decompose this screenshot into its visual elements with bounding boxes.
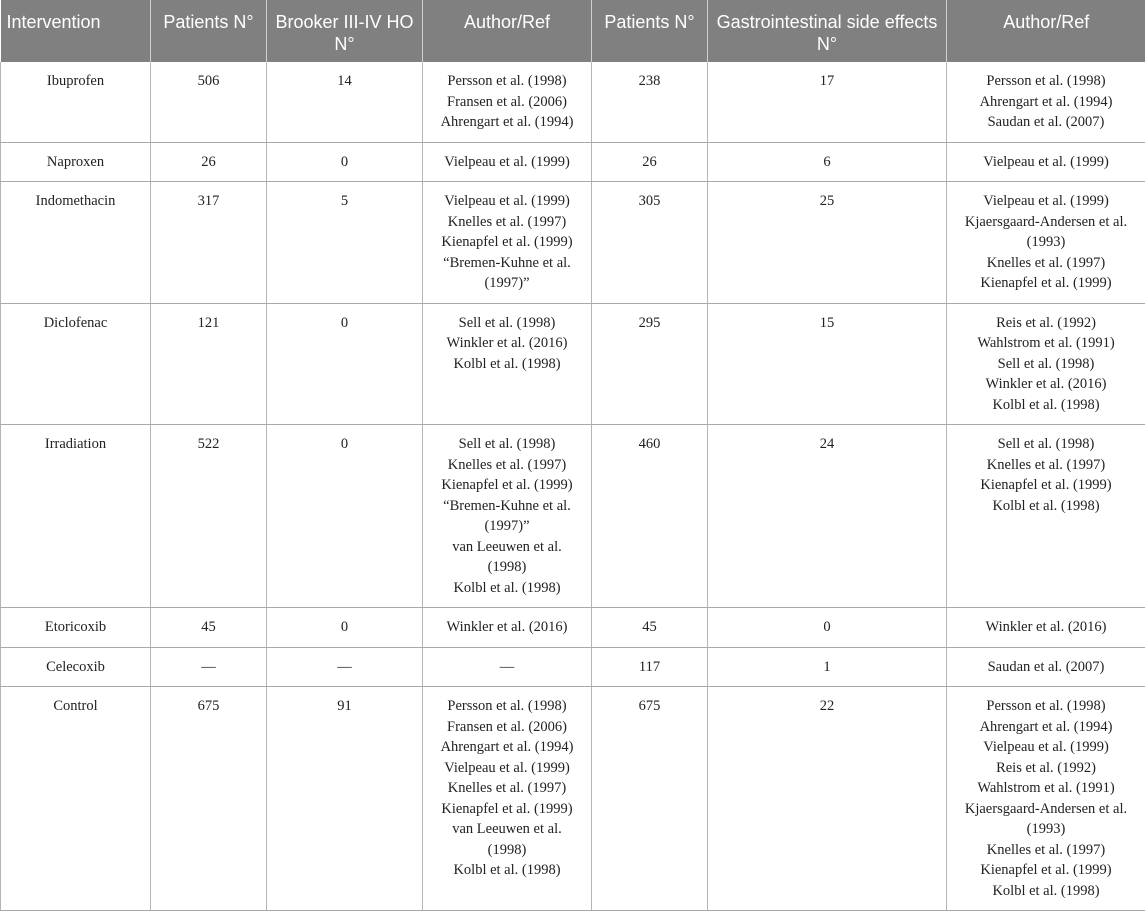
reference-line: Kolbl et al. (1998) (453, 862, 561, 878)
reference-line: Knelles et al. (1997) (986, 841, 1106, 858)
author-ref-gi-cell (947, 303, 1145, 425)
header-patients-gi: Patients N° (592, 0, 708, 62)
brooker-ho-cell: 0 (267, 142, 423, 182)
reference-line: Winkler et al. (2016) (985, 376, 1107, 392)
intervention-cell: Naproxen (1, 142, 151, 182)
patients-ho-cell: — (151, 647, 267, 687)
author-ref-ho-cell (423, 425, 592, 608)
reference-line: (1993) (1026, 234, 1066, 250)
reference-line: — (499, 658, 515, 675)
author-ref-gi-cell (947, 62, 1145, 142)
table-row (1, 303, 1145, 425)
intervention-cell: Irradiation (1, 425, 151, 608)
author-ref-gi-cell (947, 182, 1145, 304)
table-row (1, 182, 1145, 304)
reference-line: Kienapfel et al. (1999) (980, 275, 1112, 291)
brooker-ho-cell: — (267, 647, 423, 687)
gi-side-effects-cell: 15 (708, 303, 947, 425)
reference-line: Vielpeau et al. (1999) (983, 193, 1109, 209)
reference-line: Kolbl et al. (1998) (992, 396, 1100, 413)
reference-line: Winkler et al. (2016) (446, 335, 568, 351)
table-row (1, 687, 1145, 911)
reference-line: Kolbl et al. (1998) (992, 882, 1100, 899)
patients-gi-cell: 305 (592, 182, 708, 304)
reference-line: van Leeuwen et al. (452, 538, 562, 555)
reference-line: “Bremen-Kuhne et al. (443, 497, 571, 514)
reference-line: Kolbl et al. (1998) (453, 355, 561, 372)
patients-ho-cell: 121 (151, 303, 267, 425)
reference-line: (1997)” (484, 518, 530, 534)
reference-line: (1998) (487, 559, 527, 575)
patients-gi-cell: 295 (592, 303, 708, 425)
table-row (1, 62, 1145, 142)
reference-line: Vielpeau et al. (1999) (983, 153, 1109, 170)
patients-gi-cell: 238 (592, 62, 708, 142)
brooker-ho-cell: 0 (267, 303, 423, 425)
reference-line: Sell et al. (1998) (458, 436, 556, 452)
reference-line: (1998) (487, 841, 527, 858)
patients-gi-cell: 26 (592, 142, 708, 182)
table-row (1, 425, 1145, 608)
reference-line: Sell et al. (1998) (997, 436, 1095, 452)
intervention-cell: Etoricoxib (1, 608, 151, 648)
reference-line: Kienapfel et al. (1999) (441, 800, 573, 817)
patients-gi-cell: 45 (592, 608, 708, 648)
reference-line: Sell et al. (1998) (997, 355, 1095, 372)
author-ref-ho-cell (423, 687, 592, 911)
reference-line: Fransen et al. (2006) (447, 93, 567, 110)
reference-line: van Leeuwen et al. (452, 821, 562, 837)
reference-line: Winkler et al. (2016) (985, 619, 1107, 635)
brooker-ho-cell: 14 (267, 62, 423, 142)
header-intervention: Intervention (1, 0, 151, 62)
patients-ho-cell: 506 (151, 62, 267, 142)
author-ref-gi-cell (947, 608, 1145, 648)
author-ref-gi-cell (947, 647, 1145, 687)
reference-line: Persson et al. (1998) (986, 73, 1106, 89)
reference-line: Ahrengart et al. (1994) (979, 93, 1113, 110)
author-ref-ho-cell (423, 647, 592, 687)
reference-line: Reis et al. (1992) (996, 759, 1096, 776)
author-ref-gi-cell (947, 425, 1145, 608)
reference-line: Persson et al. (1998) (447, 73, 567, 89)
patients-gi-cell: 675 (592, 687, 708, 911)
author-ref-ho-cell (423, 142, 592, 182)
brooker-ho-cell: 0 (267, 608, 423, 648)
reference-line: Kjaersgaard-Andersen et al. (964, 800, 1128, 817)
brooker-ho-cell: 91 (267, 687, 423, 911)
author-ref-ho-cell (423, 608, 592, 648)
table-row (1, 647, 1145, 687)
reference-line: Vielpeau et al. (1999) (444, 759, 570, 776)
reference-line: Wahlstrom et al. (1991) (977, 335, 1115, 351)
patients-ho-cell: 26 (151, 142, 267, 182)
reference-line: Knelles et al. (1997) (986, 456, 1106, 473)
gi-side-effects-cell: 17 (708, 62, 947, 142)
intervention-cell: Ibuprofen (1, 62, 151, 142)
reference-line: Saudan et al. (2007) (987, 114, 1105, 130)
gi-side-effects-cell: 22 (708, 687, 947, 911)
patients-gi-cell: 460 (592, 425, 708, 608)
reference-line: Wahlstrom et al. (1991) (977, 780, 1115, 796)
reference-line: Kienapfel et al. (1999) (441, 234, 573, 250)
patients-gi-cell: 117 (592, 647, 708, 687)
header-row (1, 0, 1145, 62)
reference-line: Saudan et al. (2007) (987, 658, 1105, 675)
header-author-ref-gi: Author/Ref (947, 0, 1145, 62)
header-gi-side-effects: Gastrointestinal side effects N° (708, 0, 947, 62)
author-ref-ho-cell (423, 182, 592, 304)
reference-line: Kienapfel et al. (1999) (441, 477, 573, 493)
gi-side-effects-cell: 25 (708, 182, 947, 304)
reference-line: Ahrengart et al. (1994) (440, 739, 574, 755)
reference-line: Kienapfel et al. (1999) (980, 862, 1112, 878)
reference-line: Kienapfel et al. (1999) (980, 477, 1112, 493)
intervention-cell: Celecoxib (1, 647, 151, 687)
table-row (1, 608, 1145, 648)
reference-line: Persson et al. (1998) (447, 698, 567, 714)
reference-line: Knelles et al. (1997) (986, 254, 1106, 271)
brooker-ho-cell: 5 (267, 182, 423, 304)
reference-line: Kolbl et al. (1998) (992, 497, 1100, 514)
reference-line: Ahrengart et al. (1994) (440, 114, 574, 130)
header-patients-ho: Patients N° (151, 0, 267, 62)
gi-side-effects-cell: 1 (708, 647, 947, 687)
reference-line: Kolbl et al. (1998) (453, 579, 561, 596)
intervention-cell: Control (1, 687, 151, 911)
reference-line: Kjaersgaard-Andersen et al. (964, 213, 1128, 230)
gi-side-effects-cell: 6 (708, 142, 947, 182)
reference-line: (1993) (1026, 821, 1066, 837)
intervention-cell: Indomethacin (1, 182, 151, 304)
reference-line: (1997)” (484, 275, 530, 291)
reference-line: Knelles et al. (1997) (447, 780, 567, 796)
patients-ho-cell: 522 (151, 425, 267, 608)
patients-ho-cell: 317 (151, 182, 267, 304)
brooker-ho-cell: 0 (267, 425, 423, 608)
patients-ho-cell: 675 (151, 687, 267, 911)
gi-side-effects-cell: 24 (708, 425, 947, 608)
author-ref-ho-cell (423, 303, 592, 425)
reference-line: Persson et al. (1998) (986, 698, 1106, 714)
author-ref-gi-cell (947, 687, 1145, 911)
reference-line: Fransen et al. (2006) (447, 718, 567, 735)
intervention-cell: Diclofenac (1, 303, 151, 425)
reference-line: Vielpeau et al. (1999) (444, 193, 570, 209)
reference-line: Reis et al. (1992) (996, 314, 1096, 331)
reference-line: Vielpeau et al. (1999) (444, 153, 570, 170)
author-ref-gi-cell (947, 142, 1145, 182)
author-ref-ho-cell (423, 62, 592, 142)
reference-line: “Bremen-Kuhne et al. (443, 254, 571, 271)
reference-line: Ahrengart et al. (1994) (979, 718, 1113, 735)
header-author-ref-ho: Author/Ref (423, 0, 592, 62)
reference-line: Knelles et al. (1997) (447, 213, 567, 230)
reference-line: Sell et al. (1998) (458, 314, 556, 331)
gi-side-effects-cell: 0 (708, 608, 947, 648)
reference-line: Winkler et al. (2016) (446, 619, 568, 635)
patients-ho-cell: 45 (151, 608, 267, 648)
reference-line: Knelles et al. (1997) (447, 456, 567, 473)
table-row (1, 142, 1145, 182)
header-brooker-ho: Brooker III-IV HO N° (267, 0, 423, 62)
reference-line: Vielpeau et al. (1999) (983, 739, 1109, 755)
table-body (1, 62, 1145, 911)
